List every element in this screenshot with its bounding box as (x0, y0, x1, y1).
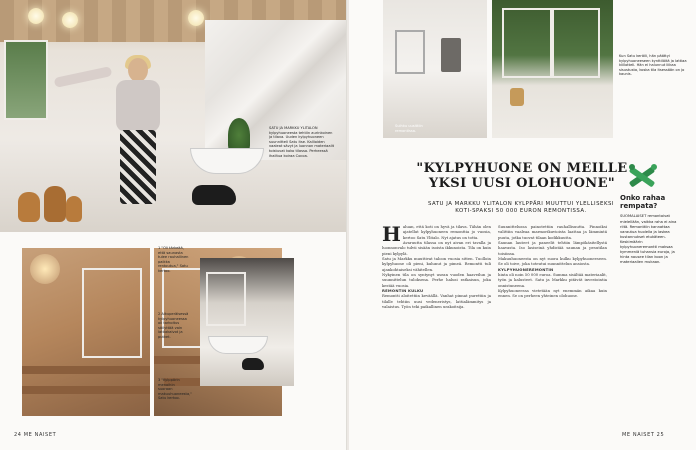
body-paragraph: Nykyinen tila on syntynyt usean vuoden haaveilun ja suunnittelun tuloksena. Perhe halusi ratkaisun, joka kestää vuosia. (382, 272, 491, 288)
ceiling-lamp (188, 10, 204, 26)
body-paragraph: hinta oli noin 50 000 euroa. Summa sisältää materiaalit, työn ja kalusteet. Satu ja Markku pitävät investointia onnistuneena. (498, 272, 607, 288)
window-caption: Kun Satu keräili, hän päättyi kylpyhuoneeseen kynttilöitä ja lattiaa kiillotteli. Hän ei halunnut liikaa sisustusta, koska tila itsessään on jo kaunis. (619, 54, 687, 77)
bathtub (190, 148, 264, 174)
body-paragraph: Suunnittelussa painotettiin rauhallisuutta. Pinnoiksi valittiin vaaleaa marmorikuvioista laattaa ja lämmintä puuta, jotka tuovat tilaan kodikkuutta. (498, 224, 607, 240)
shower-photo (383, 0, 487, 138)
body-column-2 (498, 224, 607, 299)
sidebar-title: Onko rahaa rempata? (620, 194, 666, 211)
body-subhead: REMONTIN KULKU (382, 288, 424, 294)
body-paragraph: Kylpyhuoneessa vietetään nyt enemmän aikaa kuin ennen. Se on perheen yhteinen olohuone. (498, 288, 607, 299)
sauna-caption-3: 3 "Kylppärin menoihin suoraan makuuhuoneesta," Satu kertoo. (158, 378, 192, 401)
body-paragraph: Avaruutta tilassa on nyt aivan eri tavalla ja luonnonvalo tulvii sisään isoista ikkunoista. Tila on kuin pieni kylpylä. (382, 240, 491, 256)
headline (386, 161, 658, 191)
body-paragraph: Saunan lauteet ja paneelit tehtiin lämpökäsitellystä haavasta. Iso lasiseinä yhdistää saunan ja pesutilan toisiinsa. (498, 240, 607, 256)
body-paragraph: aluan, että koti on hyvä ja tilava. Tähän olen ajatellut kylpyhuoneen remonttia jo vuosia, kertoo Satu Ylitalo. Nyt ajatus on totta. (402, 224, 491, 240)
main-photo-caption: SATU JA MARKKU YLITALON kylpyhuoneesta tehtiin aurinkoinen ja tilava. Uuden kylpyhuoneen suunnitteli Satu itse. Kallioiden vaaleat sävyt ja luonnon materiaalit toistuvat koko tilassa. Perheessä ihailtua koiraa Cocoa. (269, 126, 334, 158)
headline-line-1: "KYLPYHUONE ON MEILLE (416, 161, 628, 176)
vases (14, 178, 84, 222)
window-photo (492, 0, 613, 138)
drop-cap: H (382, 222, 401, 246)
body-column-1 (382, 224, 491, 310)
ceiling-lamp (28, 8, 44, 24)
shower-caption: Suihku uusittiin remontissa. (395, 124, 423, 133)
deck-line-1: SATU JA MARKKU YLITALON KYLPPÄRI MUUTTUI YLELLISEKSI (427, 201, 615, 207)
body-subhead: KYLPYHUONEREMONTIN (498, 266, 554, 272)
body-paragraph: Satu ja Markku muuttivat taloon vuosia sitten. Tuolloin kylpyhuone oli pieni, kulunut ja pimeä. Remontti tuli ajankohtaiseksi vähitellen. (382, 256, 491, 272)
folio-left: 24 ME NAISET (14, 432, 57, 438)
deck-line-2: KOTI-SPAKSI 50 000 EURON REMONTISSA. (455, 208, 587, 214)
window (4, 40, 48, 120)
sidebar-box (620, 162, 680, 265)
sauna-caption-1: 1 "Oli tärkeää, että saunasta tulee rauhallinen paikka rentoutua," Satu kertoo. (158, 246, 189, 273)
woman-figure (104, 58, 174, 208)
sauna-photo-1 (22, 248, 150, 416)
sauna-caption-2: 2 Alkuperäisessä kylpyhuoneessa oli tarkoitus säilyttää vain lattiakaivot ja putket. (158, 312, 189, 339)
folio-right: ME NAISET 25 (622, 432, 665, 438)
plant (228, 118, 250, 152)
ceiling-lamp (62, 12, 78, 28)
tools-icon (626, 162, 660, 190)
body-paragraph: Makuuhuoneesta on nyt suora kulku kylpyhuoneeseen. Se oli toive, joka toteutui suunnittelun ansiosta. (498, 256, 607, 267)
bedroom-bathroom-photo (200, 258, 294, 386)
bathroom-photo (0, 0, 347, 232)
dog (192, 185, 236, 205)
left-page (0, 0, 347, 450)
headline-line-2: YKSI UUSI OLOHUONE" (428, 176, 616, 191)
sidebar-text: SUOMALAISET remontoivat mielellään, vaikka raha ei aina riitä. Remonttiin kannattaa varautua huolella ja laskea kustannukset etukäteen. Keskimäärin kylpyhuoneremontti maksaa kymmeniä tuhansia euroja, ja hinta nousee tilan koon ja materiaalien mukaan. (620, 214, 677, 265)
body-paragraph: Remontti aloitettiin keväällä. Vanhat pinnat purettiin ja tilalle tehtiin uusi vedeneristys, lattialämmitys ja valaistus. Työn teki paikallinen urakoitsija. (382, 293, 491, 310)
